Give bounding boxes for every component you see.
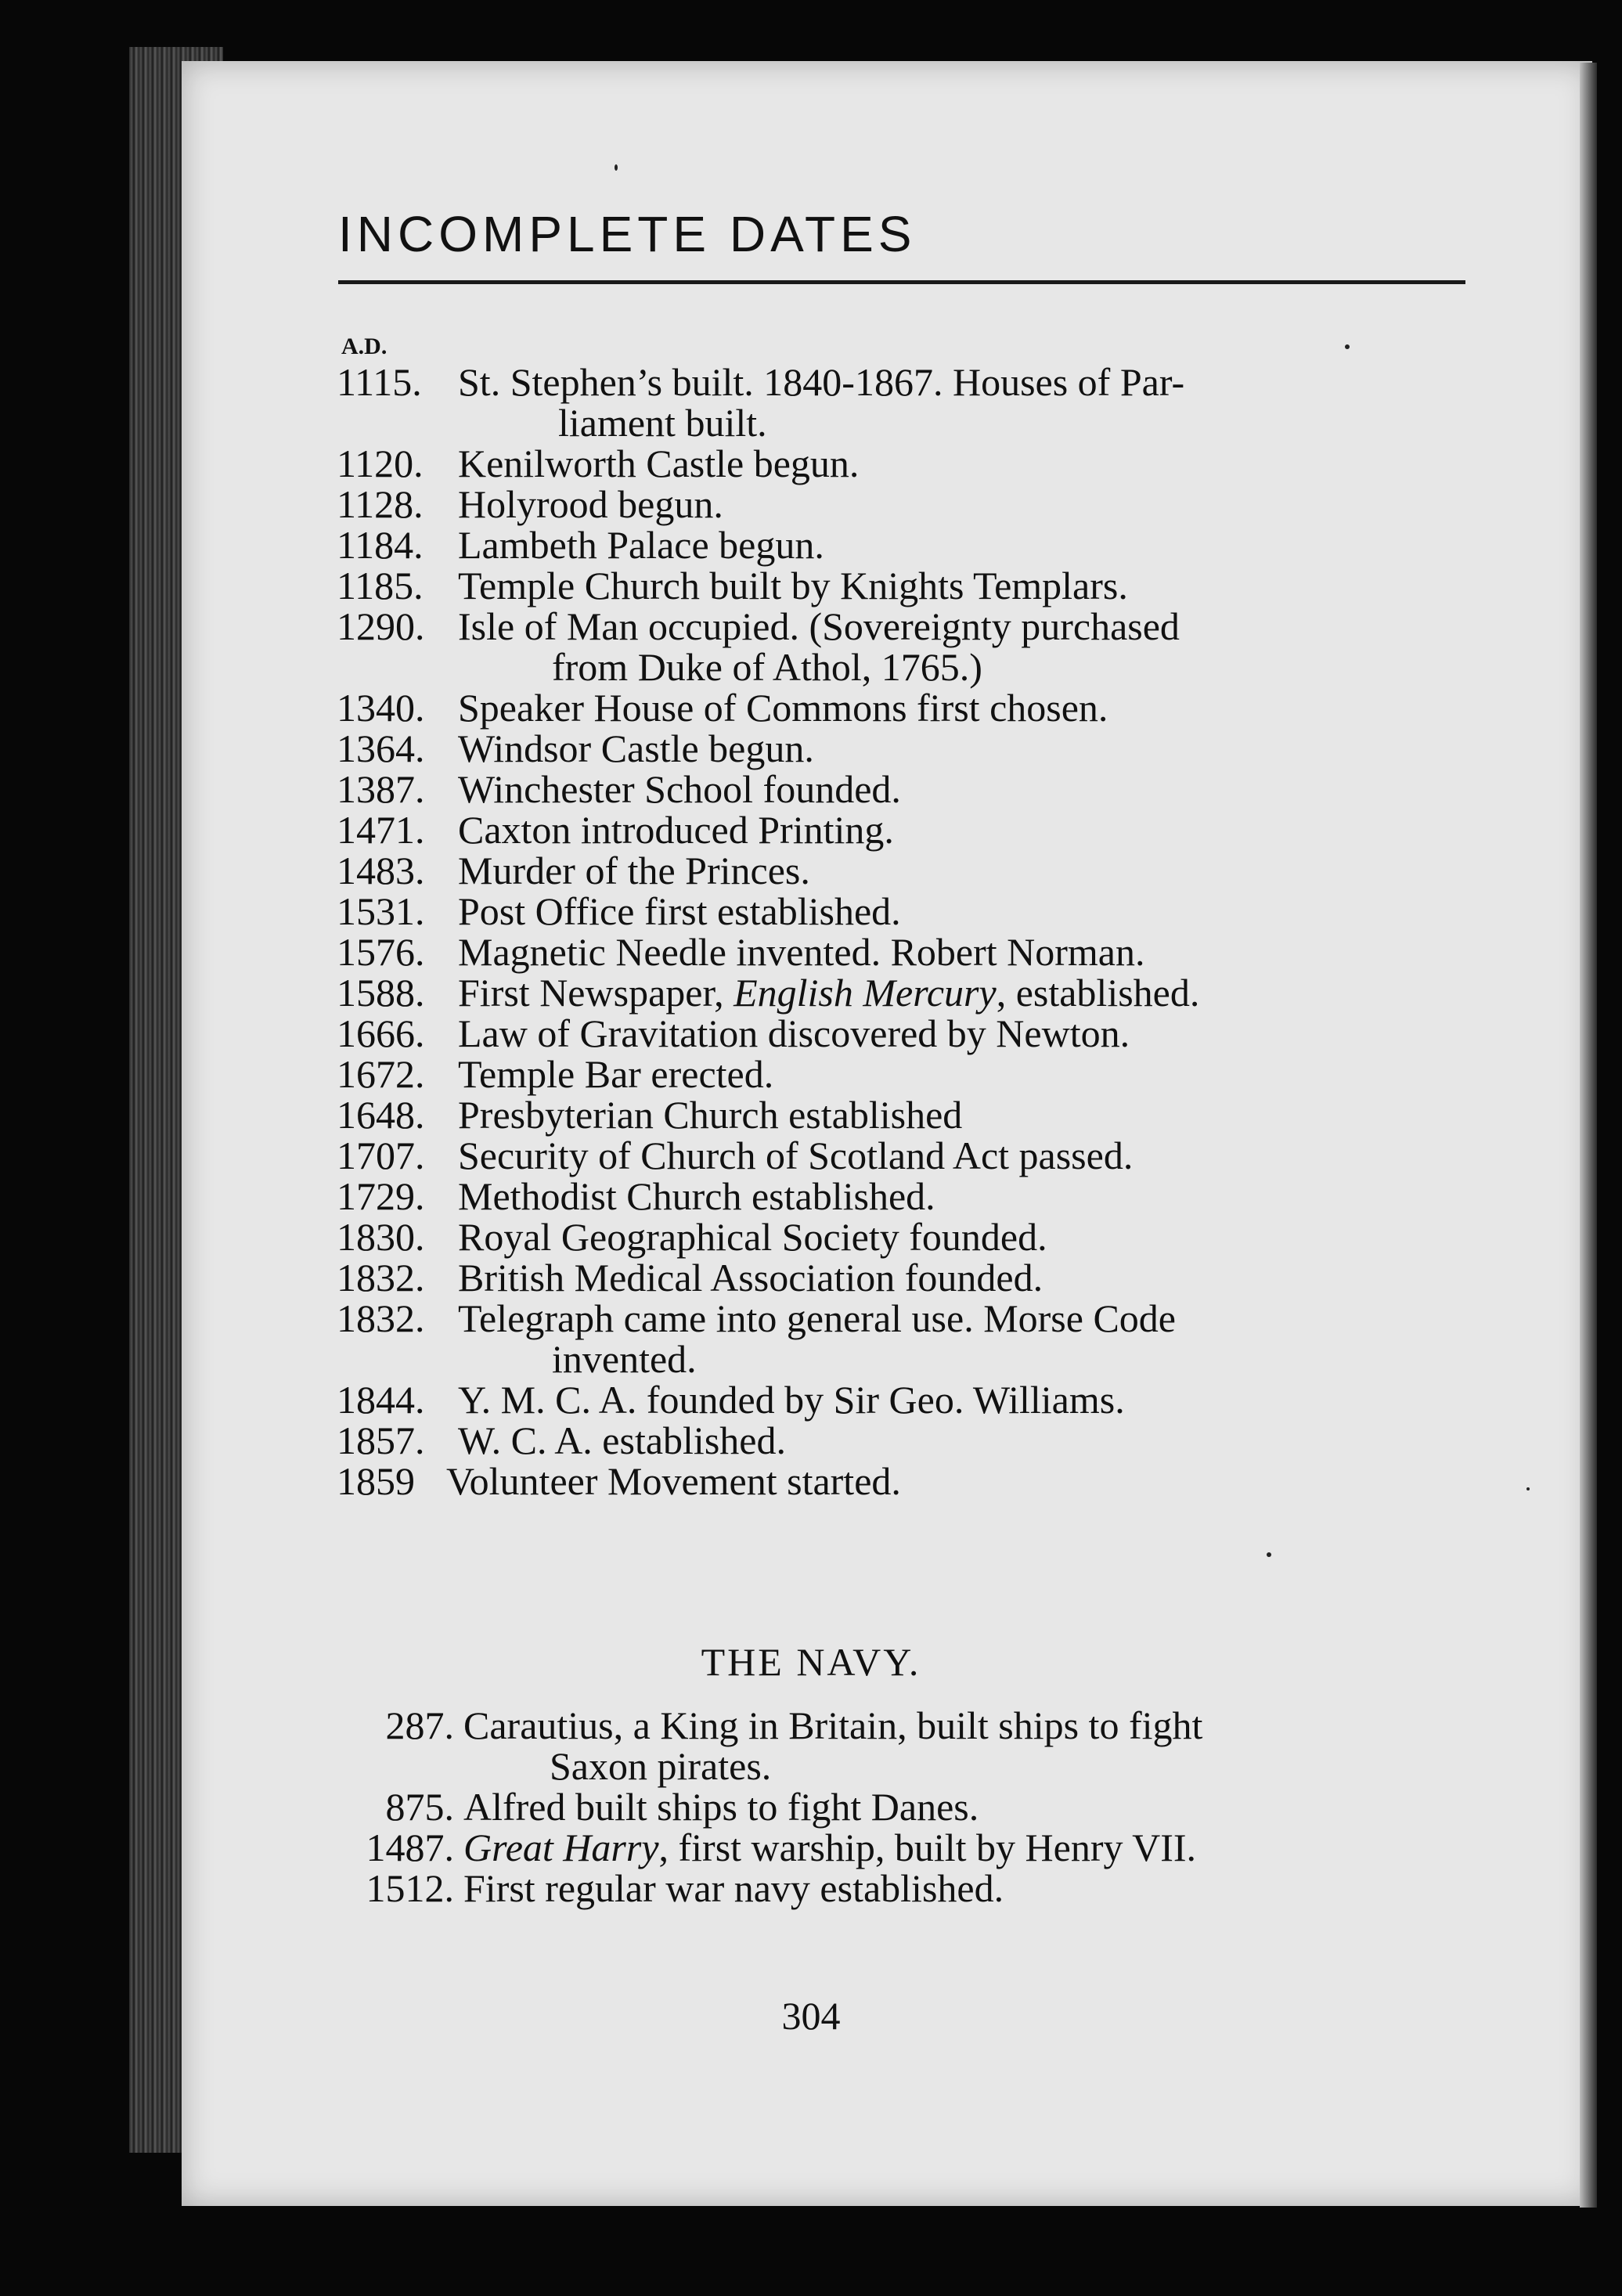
- entry-text: Y. M. C. A. founded by Sir Geo. Williams.: [458, 1378, 1125, 1422]
- title-rule: [338, 280, 1465, 284]
- list-item: [337, 769, 1468, 809]
- list-item: [337, 362, 1468, 402]
- entry-year: 1666.: [337, 1011, 425, 1055]
- list-item: [337, 1054, 1468, 1094]
- list-item: [337, 809, 1468, 850]
- entry-text: Carautius, a King in Britain, built ships to fight: [463, 1703, 1203, 1747]
- entry-text: Post Office first established.: [458, 889, 901, 933]
- entry-text: Royal Geographical Society founded.: [458, 1215, 1047, 1259]
- list-item: [337, 1257, 1468, 1298]
- list-item: [337, 1298, 1468, 1339]
- entry-year: 1729.: [337, 1174, 425, 1218]
- entry-text: Presbyterian Church established: [458, 1093, 963, 1137]
- entry-text: Security of Church of Scotland Act passed.: [458, 1134, 1134, 1177]
- page-right-edge: [1580, 63, 1597, 2208]
- entry-text: Alfred built ships to fight Danes.: [463, 1785, 979, 1829]
- era-label: A.D.: [341, 333, 387, 359]
- entry-year: 1340.: [337, 686, 425, 730]
- entry-year: 1364.: [337, 726, 425, 770]
- entry-year: 1512.: [366, 1866, 454, 1910]
- entry-text: Kenilworth Castle begun.: [458, 442, 860, 485]
- list-item: [337, 1868, 1468, 1909]
- entry-year: 1588.: [337, 971, 425, 1015]
- scan-speck: [615, 164, 618, 171]
- entry-text: Telegraph came into general use. Morse Code: [458, 1296, 1176, 1340]
- list-item: [337, 484, 1468, 524]
- list-item: [337, 1135, 1468, 1176]
- entry-year: 1184.: [337, 523, 424, 567]
- navy-list: [337, 1705, 1468, 1909]
- list-item: [337, 728, 1468, 769]
- list-item: [337, 1176, 1468, 1216]
- list-item: [337, 1379, 1468, 1420]
- entry-continuation: liament built.: [558, 401, 767, 445]
- entry-year: 1830.: [337, 1215, 425, 1259]
- entry-text: Isle of Man occupied. (Sovereignty purchased: [458, 604, 1180, 648]
- list-item: [337, 891, 1468, 932]
- list-item: [337, 524, 1468, 565]
- list-item: [337, 1786, 1468, 1827]
- entry-year: 1648.: [337, 1093, 425, 1137]
- list-item: [337, 1013, 1468, 1054]
- list-item: [337, 850, 1468, 891]
- list-item: [337, 687, 1468, 728]
- entry-text: St. Stephen’s built. 1840-1867. Houses of Par-: [458, 360, 1185, 404]
- entry-text-after: , established.: [996, 971, 1200, 1015]
- list-item: [337, 1216, 1468, 1257]
- list-item: [337, 972, 1468, 1013]
- page-title: INCOMPLETE DATES: [338, 206, 917, 262]
- scan-speck: [1345, 344, 1350, 349]
- list-item: [337, 1461, 1468, 1501]
- entry-year: 1859: [337, 1459, 415, 1503]
- entry-year: 1832.: [337, 1296, 425, 1340]
- list-item: [337, 932, 1468, 972]
- entry-year: 1672.: [337, 1052, 425, 1096]
- list-item: [337, 1420, 1468, 1461]
- entry-text: Temple Bar erected.: [458, 1052, 774, 1096]
- ship-name: Great Harry: [463, 1826, 659, 1869]
- entry-continuation: Saxon pirates.: [550, 1744, 772, 1788]
- entry-text: W. C. A. established.: [458, 1418, 786, 1462]
- entry-year: 1115.: [337, 360, 422, 404]
- list-item: [337, 1094, 1468, 1135]
- entry-text: [463, 1827, 1468, 1868]
- page-number: 304: [781, 1994, 841, 2038]
- entry-year: 1707.: [337, 1134, 425, 1177]
- navy-section-title: THE NAVY.: [701, 1640, 921, 1684]
- entry-text: Windsor Castle begun.: [458, 726, 814, 770]
- list-item: [337, 1827, 1468, 1868]
- entry-text: First regular war navy established.: [463, 1866, 1004, 1910]
- entry-text: Methodist Church established.: [458, 1174, 935, 1218]
- entry-text: Volunteer Movement started.: [446, 1459, 901, 1503]
- entry-year: 1120.: [337, 442, 424, 485]
- entry-text: Caxton introduced Printing.: [458, 808, 894, 852]
- entry-text-after: , first warship, built by Henry VII.: [658, 1826, 1196, 1869]
- entry-text: Murder of the Princes.: [458, 849, 810, 892]
- entry-year: 287.: [385, 1703, 454, 1747]
- entry-year: 1576.: [337, 930, 425, 974]
- entry-text-before: First Newspaper,: [458, 971, 734, 1015]
- dates-list: [337, 362, 1468, 1501]
- entry-year: 1857.: [337, 1418, 425, 1462]
- entry-text: Lambeth Palace begun.: [458, 523, 824, 567]
- entry-continuation: from Duke of Athol, 1765.): [552, 645, 982, 689]
- entry-text: Holyrood begun.: [458, 482, 723, 526]
- list-item: [337, 443, 1468, 484]
- entry-year: 1832.: [337, 1256, 425, 1299]
- entry-text: Speaker House of Commons first chosen.: [458, 686, 1108, 730]
- entry-text: Temple Church built by Knights Templars.: [458, 564, 1128, 607]
- entry-year: 1387.: [337, 767, 425, 811]
- list-item: [337, 1705, 1468, 1746]
- newspaper-title: English Mercury: [734, 971, 997, 1015]
- scan-speck: [1267, 1552, 1271, 1557]
- entry-year: 1471.: [337, 808, 425, 852]
- entry-year: 1531.: [337, 889, 425, 933]
- entry-year: 1483.: [337, 849, 425, 892]
- entry-text: [458, 972, 1468, 1013]
- entry-text: Winchester School founded.: [458, 767, 901, 811]
- entry-year: 1487.: [366, 1826, 454, 1869]
- entry-continuation: invented.: [552, 1337, 697, 1381]
- entry-year: 1844.: [337, 1378, 425, 1422]
- entry-year: 1185.: [337, 564, 424, 607]
- entry-text: British Medical Association founded.: [458, 1256, 1043, 1299]
- entry-text: Magnetic Needle invented. Robert Norman.: [458, 930, 1145, 974]
- list-item: [337, 565, 1468, 606]
- entry-year: 875.: [385, 1785, 454, 1829]
- entry-year: 1290.: [337, 604, 425, 648]
- entry-year: 1128.: [337, 482, 424, 526]
- entry-text: Law of Gravitation discovered by Newton.: [458, 1011, 1130, 1055]
- list-item: [337, 606, 1468, 647]
- scan-speck: [1526, 1487, 1530, 1490]
